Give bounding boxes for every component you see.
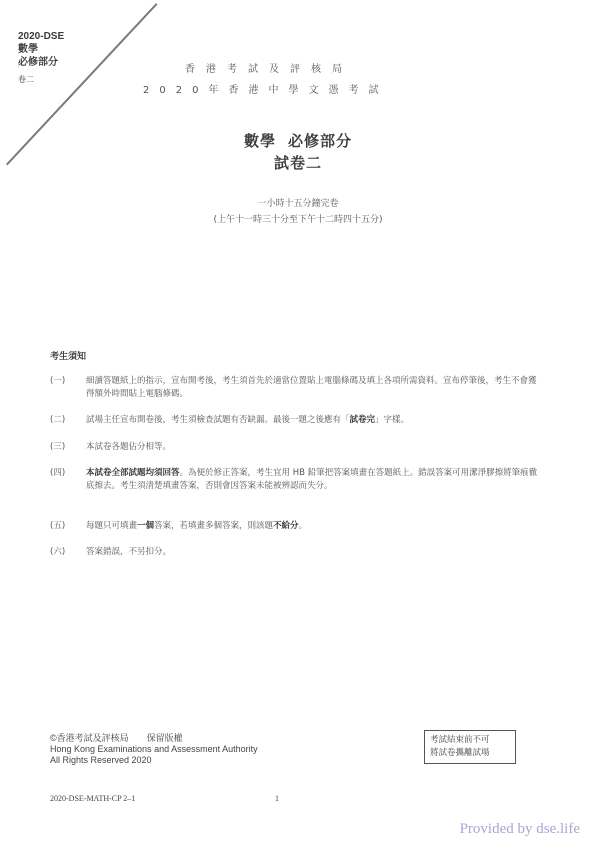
- instruction-text: 本試卷各題佔分相等。: [86, 442, 172, 452]
- exam-time-range: (上午十一時三十分至下午十二時四十五分): [213, 215, 383, 225]
- instruction-item-3: [50, 441, 540, 454]
- instruction-text: 試場主任宣布開卷後，考生須檢查試題有否缺漏。最後一題之後應有「試卷完」字樣。: [86, 415, 410, 425]
- corner-code: 2020-DSE: [18, 31, 65, 42]
- corner-paper: 卷二: [18, 75, 34, 84]
- subject-title: [0, 130, 596, 151]
- no-removal-notice-line-2: 將試卷攜離試場: [430, 748, 490, 758]
- instruction-number: (四): [50, 468, 66, 478]
- emphasis-text: 試卷完: [349, 415, 376, 425]
- instruction-item-5: [50, 520, 540, 533]
- emphasis-text: 不給分: [273, 521, 299, 531]
- instruction-number: (三): [50, 442, 66, 452]
- instruction-text: 本試卷全部試題均須回答。為便於修正答案，考生宜用 HB 鉛筆把答案填畫在答題紙上。錯誤答案可用潔淨膠擦將筆痕徹底擦去。考生須清楚填畫答案，否則會因答案未能被辨認而失分。: [86, 468, 538, 491]
- paper-title: 試卷二: [273, 154, 322, 172]
- instruction-item-4: [50, 467, 540, 493]
- instruction-item-1: [50, 375, 540, 401]
- copyright-holder-english: Hong Kong Examinations and Assessment Authority: [50, 744, 258, 754]
- instructions-heading: 考生須知: [50, 352, 87, 362]
- subject-name: 數學: [243, 132, 276, 150]
- page-number: 1: [275, 794, 279, 803]
- exam-name: 2020年香港中學文憑考試: [143, 85, 389, 96]
- instruction-number: (五): [50, 521, 66, 531]
- subject-part: 必修部分: [288, 132, 353, 150]
- authority-name: 香港考試及評核局: [185, 64, 353, 75]
- instruction-number: (二): [50, 415, 66, 425]
- corner-subject: 數學: [18, 44, 38, 55]
- instruction-text: 答案錯誤，不另扣分。: [86, 547, 172, 557]
- copyright-rights-chinese: 保留版權: [146, 733, 183, 743]
- watermark-link[interactable]: Provided by dse.life: [459, 821, 580, 837]
- instruction-item-2: [50, 414, 540, 427]
- corner-part: 必修部分: [18, 57, 58, 68]
- instruction-number: (六): [50, 547, 66, 557]
- instruction-text: 每題只可填畫一個答案，若填畫多個答案，則該題不給分。: [86, 521, 308, 531]
- emphasis-text: 一個: [137, 521, 155, 531]
- copyright-notice: [50, 733, 258, 766]
- emphasis-text: 本試卷全部試題均須回答: [86, 468, 180, 478]
- instruction-text: 細讀答題紙上的指示，宣布開考後，考生須首先於適當位置貼上電腦條碼及填上各項所需資料。宣布停筆後，考生不會獲得額外時間貼上電腦條碼。: [86, 376, 537, 399]
- no-removal-notice-box: [424, 730, 516, 764]
- instruction-number: (一): [50, 376, 66, 386]
- no-removal-notice-line-1: 考試結束前不可: [430, 735, 490, 745]
- exam-duration: 一小時十五分鐘完卷: [257, 199, 339, 209]
- instruction-item-6: [50, 546, 540, 559]
- corner-label: [18, 30, 64, 86]
- copyright-holder-chinese: ©香港考試及評核局: [50, 733, 129, 743]
- paper-code: 2020-DSE-MATH-CP 2–1: [50, 794, 136, 803]
- copyright-rights-english: All Rights Reserved 2020: [50, 755, 152, 765]
